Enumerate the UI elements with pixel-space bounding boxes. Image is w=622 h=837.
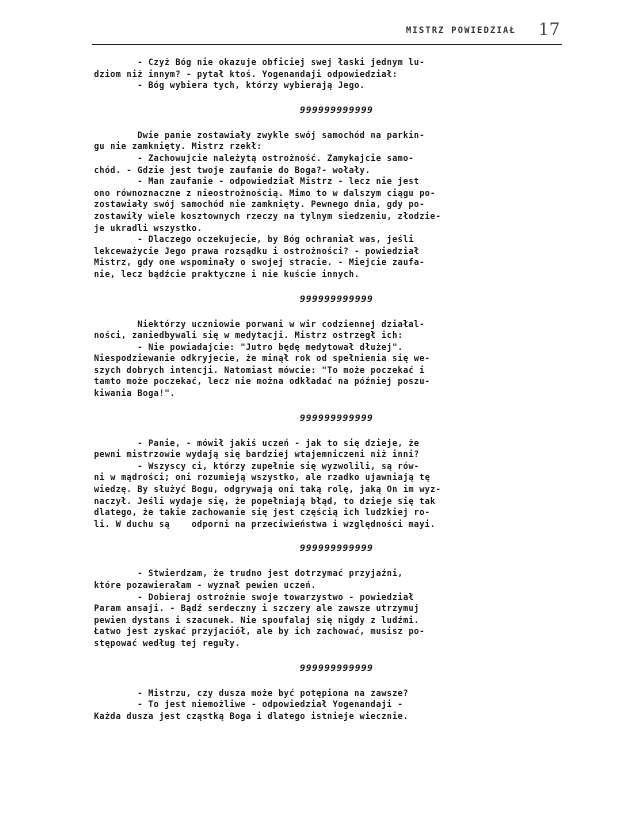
page-header [92, 22, 562, 46]
text-section [94, 688, 549, 723]
text-line: - To jest niemożliwe - odpowiedział Yogenandaji - [94, 699, 404, 710]
text-section [94, 568, 549, 649]
section-separator: 999999999999 [299, 293, 374, 305]
text-line: kiwania Boga!". [94, 388, 176, 399]
text-line: - Bóg wybiera tych, którzy wybierają Jego. [94, 80, 366, 91]
text-section [94, 319, 549, 400]
text-line: - Mistrzu, czy dusza może być potępiona na zawsze? [94, 687, 409, 698]
text-line: Mistrz, gdy one wspominały o swojej stracie. - Miejcie zaufa- [94, 257, 425, 268]
text-line: - Panie, - mówił jakiś uczeń - jak to się dzieje, że [94, 437, 420, 448]
page-number: 17 [538, 20, 560, 40]
text-line: - Man zaufanie - odpowiedział Mistrz - lecz nie jest [94, 176, 420, 187]
text-line: - Dlaczego oczekujecie, by Bóg ochraniał was, jeśli [94, 234, 414, 245]
text-line: wiedzę. By służyć Bogu, odgrywają oni taką rolę, jaką On im wyz- [94, 484, 442, 495]
section-separator: 999999999999 [299, 412, 374, 424]
text-line: pewien dystans i szacunek. Nie spoufalaj się nigdy z ludźmi. [94, 614, 420, 625]
text-line: stępować według tej reguły. [94, 637, 241, 648]
text-line: szych dobrych intencji. Natomiast mówcie: "To może poczekać i [94, 364, 425, 375]
text-line: - Wszyscy ci, którzy zupełnie się wyzwolili, są rów- [94, 460, 420, 471]
text-line: Niektórzy uczniowie porwani w wir codziennej działal- [94, 318, 425, 329]
text-section [94, 438, 549, 531]
text-line: ni w mądrości; oni rozumieją wszystko, ale rzadko ujawniają tę [94, 472, 431, 483]
text-line: Param ansaji. - Bądź serdeczny i szczery ale zawsze utrzymuj [94, 603, 420, 614]
section-separator: 999999999999 [299, 543, 374, 555]
section-separator: 999999999999 [299, 662, 374, 674]
text-line: gu nie zamknięty. Mistrz rzekł: [94, 141, 263, 152]
text-line: tamto może poczekać, lecz nie można odkładać na później poszu- [94, 376, 431, 387]
text-line: Dwie panie zostawiały zwykle swój samochód na parkin- [94, 129, 425, 140]
page-body [94, 57, 549, 722]
text-line: li. W duchu są odporni na przeciwieństwa i względności mayi. [94, 518, 436, 529]
text-line: dlatego, że takie zachowanie się jest częścią ich ludzkiej ro- [94, 507, 431, 518]
text-line: - Dobieraj ostrożnie swoje towarzystwo - powiedział [94, 591, 414, 602]
text-line: nie, lecz bądźcie praktyczne i nie kuście innych. [94, 268, 360, 279]
text-line: - Nie powiadajcie: "Jutro będę medytował dłużej". [94, 341, 404, 352]
text-section [94, 130, 549, 281]
text-line: ono równoznaczne z nieostrożnością. Mimo to w dalszym ciągu po- [94, 187, 436, 198]
text-section [94, 57, 549, 92]
text-line: które pozawierałam - wyznał pewien uczeń. [94, 580, 317, 590]
text-line: zostawiły wiele kosztownych rzeczy na tylnym siedzeniu, złodzie- [94, 210, 442, 221]
text-line: Niespodziewanie odkryjecie, że minął rok od spełnienia się we- [94, 353, 431, 364]
text-line: Łatwo jest zyskać przyjaciół, ale by ich zachować, musisz po- [94, 626, 425, 637]
text-line: zostawiały swój samochód nie zamknięty. Pewnego dnia, gdy po- [94, 199, 425, 210]
text-line: je ukradli wszystko. [94, 222, 203, 233]
header-rule [92, 44, 562, 45]
text-line: Każda dusza jest cząstką Boga i dlatego istnieje wiecznie. [94, 710, 409, 721]
text-line: lekceważycie Jego prawa rozsądku i ostrożności? - powiedział [94, 245, 420, 256]
text-line: - Stwierdzam, że trudno jest dotrzymać przyjaźni, [94, 568, 404, 579]
text-line: dziom niż innym? - pytał ktoś. Yogenandaji odpowiedział: [94, 68, 398, 79]
text-line: chód. - Gdzie jest twoje zaufanie do Boga?- wołały. [94, 164, 371, 175]
text-line: - Zachowujcie należytą ostrożność. Zamykajcie samo- [94, 152, 414, 163]
running-title: MISTRZ POWIEDZIAŁ [405, 26, 516, 36]
section-separator: 999999999999 [299, 104, 374, 116]
text-line: pewni mistrzowie wydają się bardziej wtajemniczeni niż inni? [94, 449, 420, 460]
text-line: - Czyż Bóg nie okazuje obficiej swej łaski jednym lu- [94, 57, 425, 67]
text-line: ności, zaniedbywali się w medytacji. Mistrz ostrzegł ich: [94, 330, 404, 341]
text-line: naczył. Jeśli wydaje się, że popełniają błąd, to dzieje się tak [94, 495, 436, 506]
